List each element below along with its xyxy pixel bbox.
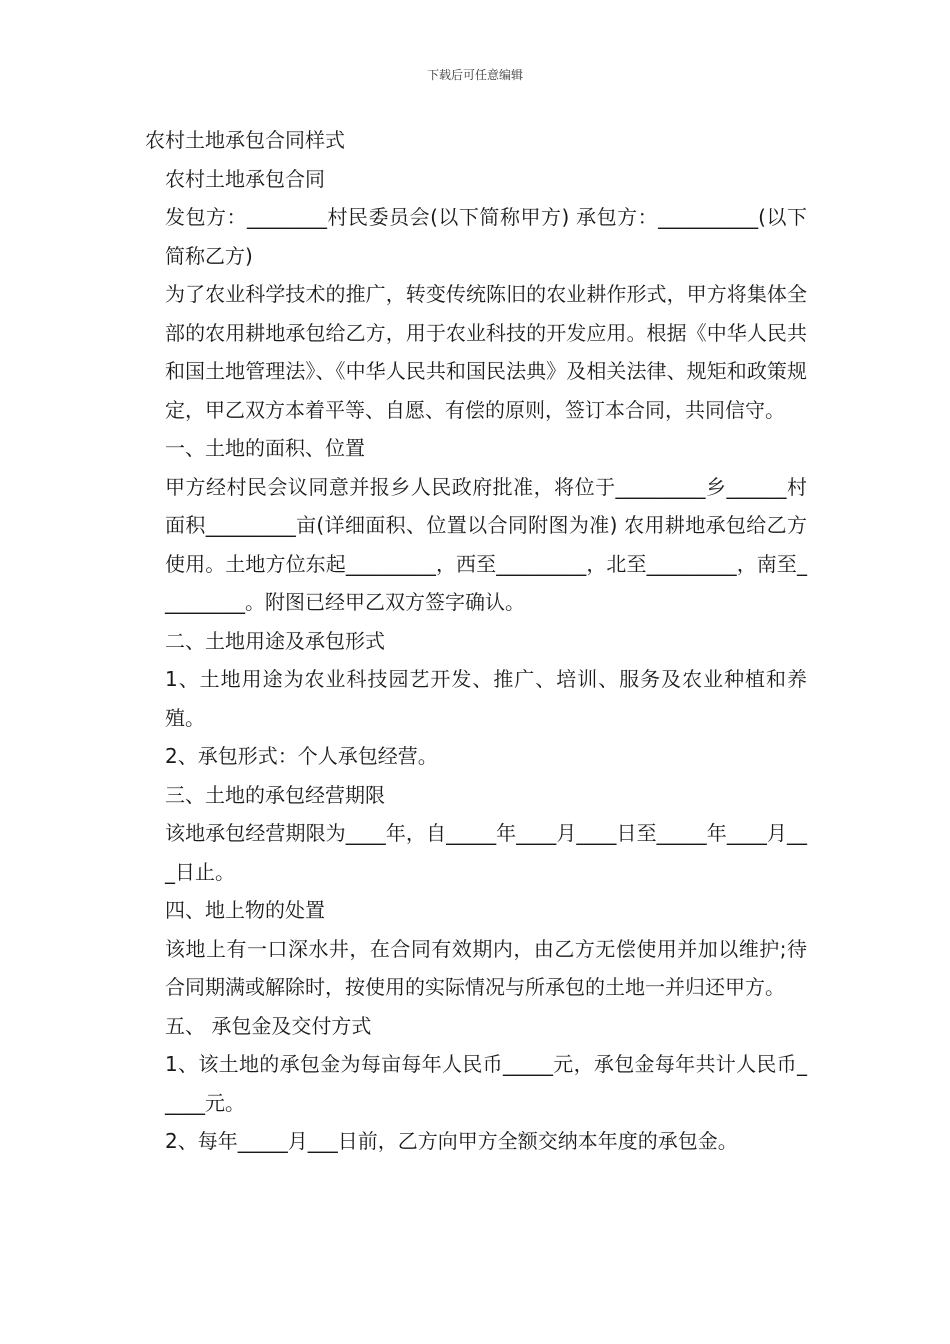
section-4-heading: 四、地上物的处置 (165, 898, 325, 922)
section-2-heading: 二、土地用途及承包形式 (165, 628, 385, 653)
section-3-paragraph: 该地承包经营期限为____年，自_____年____月____日至_____年____月___日止。 (165, 821, 807, 884)
section-2-item-1: 1、土地用途为农业科技园艺开发、推广、培训、服务及农业种植和养殖。 (165, 667, 807, 730)
section-5-item-2: 2、每年_____月___日前，乙方向甲方全额交纳本年度的承包金。 (165, 1129, 738, 1153)
section-5-item-1: 1、该土地的承包金为每亩每年人民币_____元，承包金每年共计人民币_____元。 (165, 1052, 807, 1115)
page-header: 下载后可任意编辑 (426, 68, 523, 82)
section-1-heading: 一、土地的面积、位置 (165, 436, 365, 460)
document-title: 农村土地承包合同样式 (145, 128, 345, 152)
parties-paragraph: 发包方：________村民委员会(以下简称甲方) 承包方：__________(以下简称乙方) (165, 205, 807, 268)
section-3-heading: 三、土地的承包经营期限 (165, 782, 385, 807)
section-2-item-2: 2、承包形式：个人承包经营。 (165, 744, 438, 768)
section-4-paragraph: 该地上有一口深水井，在合同有效期内，由乙方无偿使用并加以维护;待合同期满或解除时，按使用的实际情况与所承包的土地一并归还甲方。 (165, 936, 807, 999)
section-1-paragraph: 甲方经村民会议同意并报乡人民政府批准，将位于_________乡______村面积_________亩(详细面积、位置以合同附图为准) 农用耕地承包给乙方使用。土地方位东起_________，西至_________，北至_________，南至_________。附图已经甲乙双方签字确认。 (165, 474, 807, 614)
document-subtitle: 农村土地承包合同 (165, 166, 325, 191)
document-body (145, 121, 807, 1161)
section-5-heading: 五、 承包金及交付方式 (165, 1013, 372, 1038)
intro-paragraph: 为了农业科学技术的推广，转变传统陈旧的农业耕作形式，甲方将集体全部的农用耕地承包给乙方，用于农业科技的开发应用。根据《中华人民共和国土地管理法》、《中华人民共和国民法典》及相关法律、规矩和政策规定，甲乙双方本着平等、自愿、有偿的原则，签订本合同，共同信守。 (165, 282, 807, 422)
